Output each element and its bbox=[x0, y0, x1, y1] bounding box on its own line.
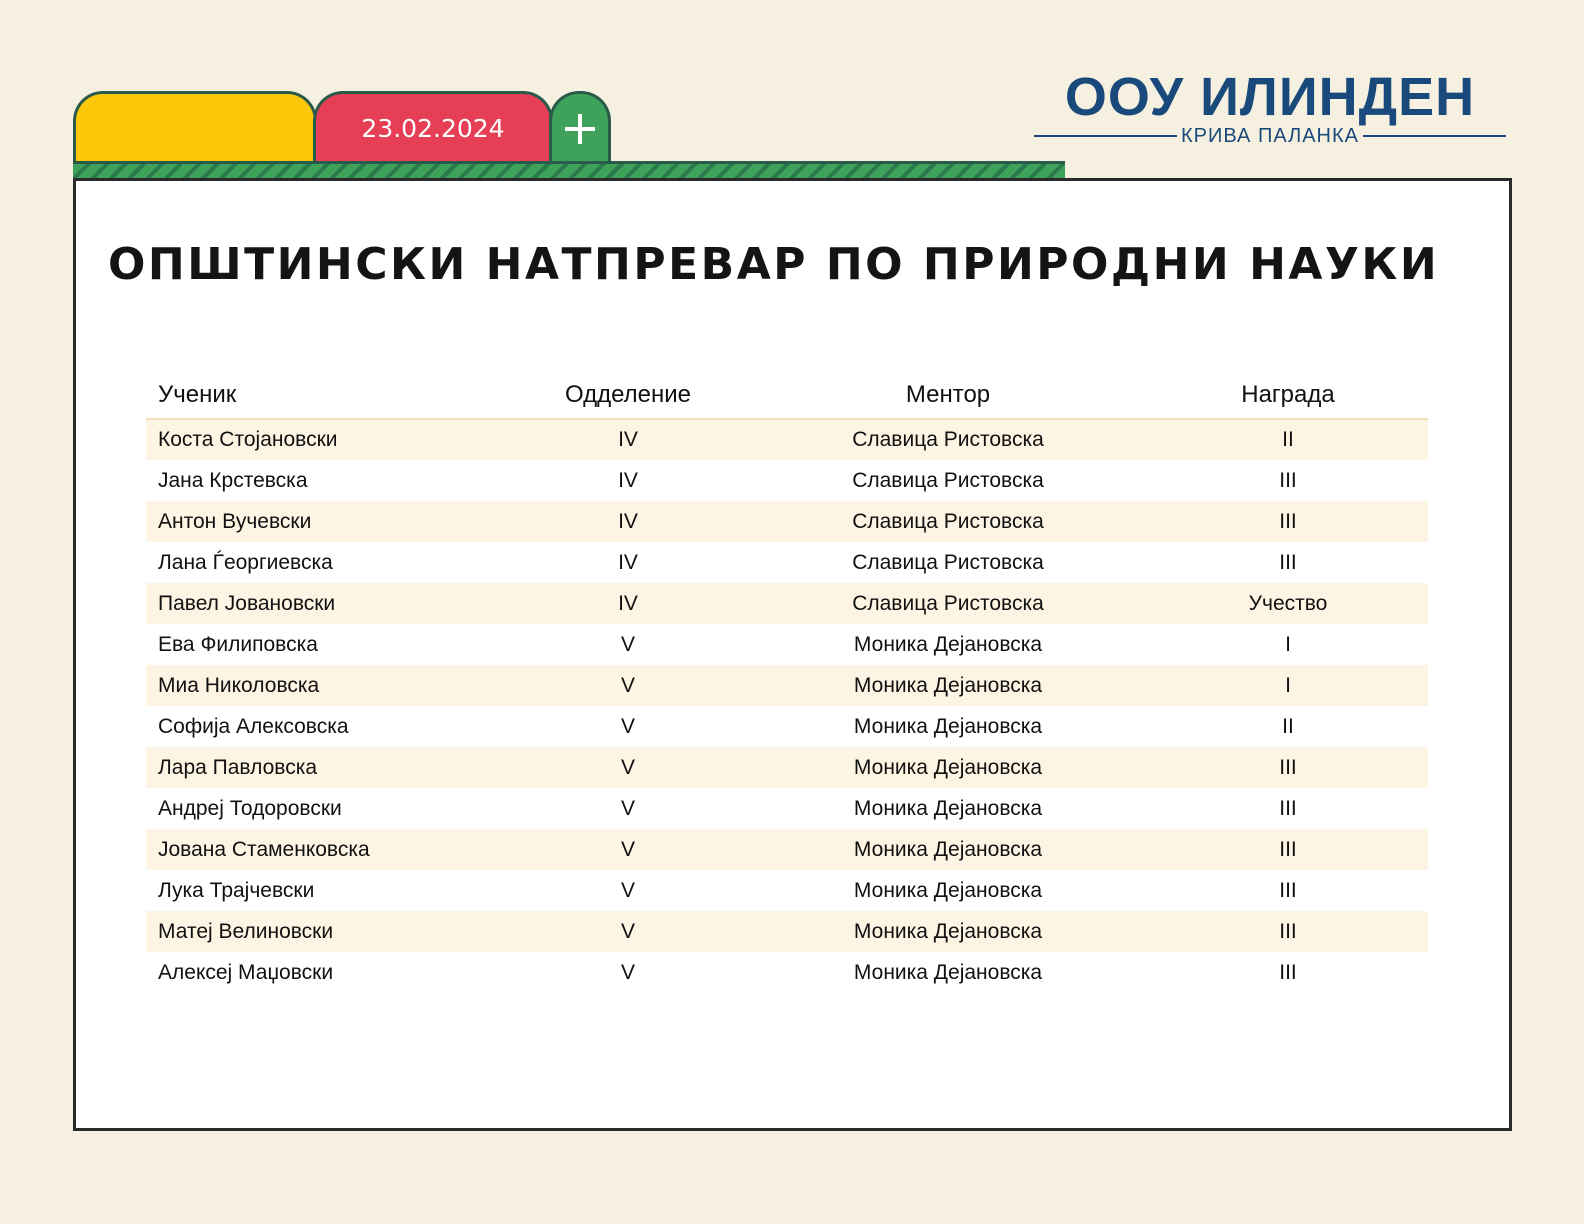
grade-cell: V bbox=[508, 665, 748, 706]
table-row bbox=[146, 501, 1428, 542]
award-cell: III bbox=[1279, 468, 1297, 492]
award-cell: II bbox=[1282, 714, 1294, 738]
mentor-cell: Моника Дејановска bbox=[748, 747, 1148, 788]
add-tab bbox=[549, 91, 611, 163]
mentor-cell: Славица Ристовска bbox=[748, 501, 1148, 542]
student-cell: Лара Павловска bbox=[146, 747, 508, 788]
mentor-cell: Моника Дејановска bbox=[748, 665, 1148, 706]
award-cell: III bbox=[1279, 960, 1297, 984]
grade-cell: IV bbox=[618, 550, 638, 574]
logo-line-right bbox=[1363, 135, 1506, 137]
award-cell: III bbox=[1148, 911, 1428, 952]
table-row bbox=[146, 911, 1428, 952]
mentor-cell: Славица Ристовска bbox=[748, 419, 1148, 460]
plus-icon bbox=[562, 111, 598, 147]
table-row bbox=[146, 870, 1428, 911]
column-header-student: Ученик bbox=[146, 371, 508, 419]
award-cell: III bbox=[1148, 501, 1428, 542]
results-table bbox=[146, 371, 1428, 993]
grade-cell: IV bbox=[508, 419, 748, 460]
logo-subtitle: КРИВА ПАЛАНКА bbox=[1181, 124, 1359, 147]
school-logo bbox=[1030, 66, 1510, 156]
logo-line-left bbox=[1034, 135, 1177, 137]
grade-cell: V bbox=[620, 878, 635, 902]
grade-cell: V bbox=[620, 960, 635, 984]
table-row bbox=[146, 829, 1428, 870]
student-cell: Софија Алексовска bbox=[158, 714, 349, 738]
grade-cell: V bbox=[620, 796, 635, 820]
award-cell: II bbox=[1148, 419, 1428, 460]
grade-cell: IV bbox=[508, 583, 748, 624]
award-cell: Учество bbox=[1148, 583, 1428, 624]
mentor-cell: Моника Дејановска bbox=[853, 632, 1043, 656]
table-row bbox=[146, 542, 1428, 583]
table-header-row bbox=[146, 371, 1428, 419]
grade-cell: V bbox=[508, 911, 748, 952]
date-label: 23.02.2024 bbox=[361, 114, 505, 143]
table-row bbox=[146, 706, 1428, 747]
table-row bbox=[146, 952, 1428, 993]
student-cell: Лука Трајчевски bbox=[158, 878, 315, 902]
grade-cell: V bbox=[508, 829, 748, 870]
student-cell: Коста Стојановски bbox=[146, 419, 508, 460]
student-cell: Јована Стаменковска bbox=[146, 829, 508, 870]
student-cell: Ева Филиповска bbox=[158, 632, 318, 656]
mentor-cell: Славица Ристовска bbox=[748, 583, 1148, 624]
column-header-award: Награда bbox=[1148, 371, 1428, 419]
award-cell: III bbox=[1279, 550, 1297, 574]
student-cell: Андреј Тодоровски bbox=[158, 796, 342, 820]
table-row bbox=[146, 460, 1428, 501]
award-cell: I bbox=[1148, 665, 1428, 706]
award-cell: III bbox=[1148, 829, 1428, 870]
logo-title: ООУ ИЛИНДЕН bbox=[1064, 67, 1476, 127]
column-header-mentor: Ментор bbox=[748, 371, 1148, 419]
folder-tab-yellow bbox=[73, 91, 317, 163]
mentor-cell: Славица Ристовска bbox=[852, 468, 1044, 492]
grade-cell: V bbox=[620, 632, 635, 656]
mentor-cell: Моника Дејановска bbox=[853, 714, 1043, 738]
table-row bbox=[146, 665, 1428, 706]
award-cell: I bbox=[1285, 632, 1291, 656]
page-title: ОПШТИНСКИ НАТПРЕВАР ПО ПРИРОДНИ НАУКИ bbox=[108, 239, 1440, 290]
student-cell: Матеј Велиновски bbox=[146, 911, 508, 952]
grade-cell: V bbox=[620, 714, 635, 738]
table-row bbox=[146, 624, 1428, 665]
grade-cell: IV bbox=[508, 501, 748, 542]
student-cell: Антон Вучевски bbox=[146, 501, 508, 542]
table-row bbox=[146, 788, 1428, 829]
student-cell: Алексеј Маџовски bbox=[158, 960, 334, 984]
mentor-cell: Моника Дејановска bbox=[748, 829, 1148, 870]
award-cell: III bbox=[1279, 796, 1297, 820]
table-row bbox=[146, 583, 1428, 624]
student-cell: Лана Ѓеоргиевска bbox=[158, 550, 333, 574]
table-row bbox=[146, 419, 1428, 460]
document-card bbox=[73, 178, 1512, 1131]
award-cell: III bbox=[1279, 878, 1297, 902]
grade-cell: IV bbox=[618, 468, 638, 492]
table-row bbox=[146, 747, 1428, 788]
mentor-cell: Моника Дејановска bbox=[853, 960, 1043, 984]
mentor-cell: Славица Ристовска bbox=[852, 550, 1044, 574]
mentor-cell: Моника Дејановска bbox=[853, 878, 1043, 902]
student-cell: Јана Крстевска bbox=[158, 468, 308, 492]
column-header-grade: Одделение bbox=[508, 371, 748, 419]
student-cell: Павел Јовановски bbox=[146, 583, 508, 624]
date-tab bbox=[313, 91, 553, 163]
grade-cell: V bbox=[508, 747, 748, 788]
mentor-cell: Моника Дејановска bbox=[748, 911, 1148, 952]
mentor-cell: Моника Дејановска bbox=[853, 796, 1043, 820]
logo-subtitle-row bbox=[1030, 124, 1510, 148]
award-cell: III bbox=[1148, 747, 1428, 788]
student-cell: Миа Николовска bbox=[146, 665, 508, 706]
